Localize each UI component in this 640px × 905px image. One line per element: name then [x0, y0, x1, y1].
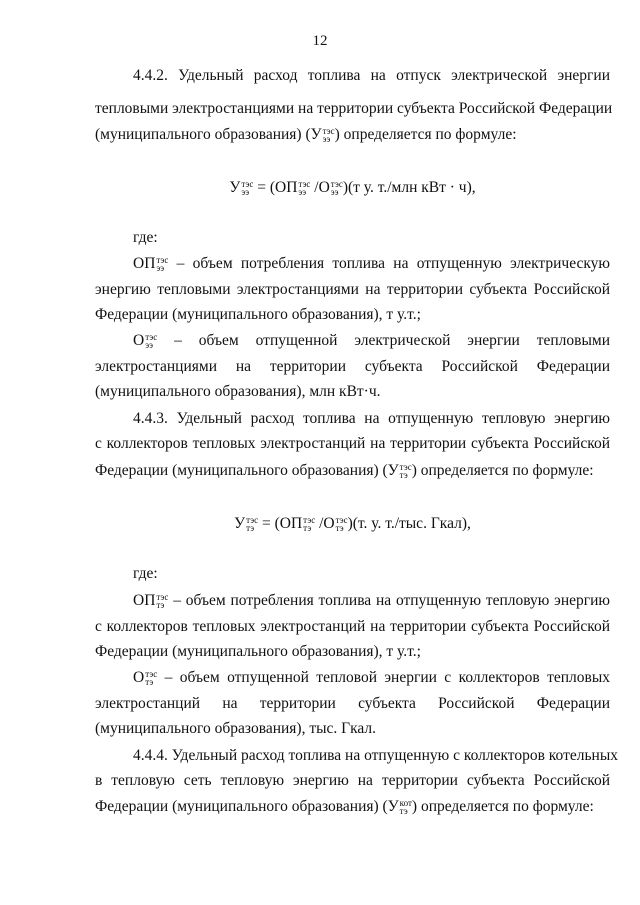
- subscript: тэ: [145, 677, 154, 688]
- subscript: тэ: [399, 470, 408, 481]
- paragraph-4-4-4-line-2: в тепловую сеть тепловую энергию на территории субъекта Российской: [95, 772, 610, 789]
- definition-2-line-3: (муниципального образования), млн кВт·ч.: [95, 383, 381, 400]
- superscript: тэс: [322, 126, 335, 137]
- script-stack: [303, 516, 315, 532]
- definition-1-line-2: энергию тепловыми электростанциями на территории субъекта Российской: [95, 281, 610, 298]
- script-stack: [400, 799, 412, 815]
- definition-2-line-2: электростанциями на территории субъекта Российской Федерации: [95, 358, 610, 375]
- superscript: тэс: [145, 332, 158, 343]
- superscript: тэс: [303, 515, 316, 526]
- text-fragment: Федерации (муниципального образования) (У: [95, 798, 399, 815]
- text-fragment: – объем отпущенной тепловой энергии с коллекторов тепловых: [157, 669, 610, 686]
- definition-2-line-1: [133, 331, 610, 351]
- paragraph-4-4-2-line-3: [95, 125, 610, 145]
- subscript: тэ: [246, 523, 255, 534]
- superscript: тэс: [241, 179, 254, 190]
- subscript: ээ: [330, 187, 339, 198]
- script-stack: [336, 516, 348, 532]
- subscript: тэ: [335, 523, 344, 534]
- script-stack: [145, 333, 157, 349]
- formula-part: У: [229, 179, 241, 196]
- script-stack: [145, 670, 157, 686]
- paragraph-4-4-2-line-1: 4.4.2. Удельный расход топлива на отпуск электрической энергии: [133, 67, 610, 84]
- paragraph-4-4-2-line-2: тепловыми электростанциями на территории субъекта Российской Федерации: [95, 100, 613, 117]
- formula-part: )(т. у. т./тыс. Гкал),: [347, 515, 471, 532]
- subscript: тэ: [303, 523, 312, 534]
- definition-4-line-2: электростанций на территории субъекта Российской Федерации: [95, 695, 610, 712]
- definition-4-line-3: (муниципального образования), тыс. Гкал.: [95, 720, 377, 737]
- subscript: ээ: [145, 340, 153, 351]
- text-fragment: ОП: [133, 255, 156, 272]
- subscript: тэ: [156, 600, 165, 611]
- text-fragment: – объем потребления топлива на отпущенную электрическую: [168, 255, 610, 272]
- script-stack: [246, 516, 258, 532]
- subscript: ээ: [241, 187, 250, 198]
- subscript: ээ: [322, 134, 331, 145]
- paragraph-4-4-3-line-1: 4.4.3. Удельный расход топлива на отпущенную тепловую энергию: [133, 410, 610, 427]
- superscript: тэс: [156, 255, 169, 266]
- superscript: тэс: [399, 462, 412, 473]
- definition-1-line-1: [133, 254, 610, 274]
- script-stack: [323, 127, 335, 143]
- formula-part: = (ОП: [253, 179, 298, 196]
- definition-1-line-3: Федерации (муниципального образования), т у.т.;: [95, 306, 421, 323]
- text-fragment: О: [133, 669, 145, 686]
- definition-3-line-2: с коллекторов тепловых электростанций на территории субъекта Российской: [95, 618, 610, 635]
- text-fragment: ) определяется по формуле:: [411, 798, 594, 815]
- page-number: 12: [312, 33, 328, 49]
- text-fragment: О: [133, 332, 145, 349]
- definition-3-line-3: Федерации (муниципального образования), т у.т.;: [95, 643, 421, 660]
- where-label-2: где:: [133, 565, 158, 582]
- text-fragment: ОП: [133, 592, 156, 609]
- formula-part: /О: [310, 179, 330, 196]
- text-fragment: ) определяется по формуле:: [411, 462, 594, 479]
- script-stack: [241, 180, 253, 196]
- script-stack: [156, 593, 168, 609]
- subscript: ээ: [298, 187, 307, 198]
- formula-2: [95, 514, 610, 534]
- text-fragment: – объем потребления топлива на отпущенную тепловую энергию: [168, 592, 610, 609]
- superscript: тэс: [156, 592, 169, 603]
- subscript: тэ: [399, 806, 408, 817]
- superscript: тэс: [298, 179, 311, 190]
- superscript: тэс: [335, 515, 348, 526]
- text-fragment: – объем отпущенной электрической энергии тепловыми: [157, 332, 610, 349]
- paragraph-4-4-3-line-2: с коллекторов тепловых электростанций на территории субъекта Российской: [95, 435, 610, 452]
- paragraph-4-4-3-line-3: [95, 461, 610, 481]
- definition-4-line-1: [133, 668, 610, 688]
- formula-1: [95, 178, 610, 198]
- superscript: тэс: [246, 515, 259, 526]
- script-stack: [400, 463, 412, 479]
- superscript: кот: [399, 798, 412, 809]
- formula-part: )(т у. т./млн кВт · ч),: [342, 179, 476, 196]
- where-label-1: где:: [133, 229, 158, 246]
- text-fragment: ) определяется по формуле:: [334, 126, 517, 143]
- script-stack: [298, 180, 310, 196]
- paragraph-4-4-4-line-3: [95, 797, 610, 817]
- formula-part: = (ОП: [258, 515, 303, 532]
- formula-part: У: [234, 515, 246, 532]
- paragraph-4-4-4-line-1: 4.4.4. Удельный расход топлива на отпущенную с коллекторов котельных: [133, 747, 619, 764]
- script-stack: [331, 180, 343, 196]
- superscript: тэс: [330, 179, 343, 190]
- definition-3-line-1: [133, 591, 610, 611]
- text-fragment: Федерации (муниципального образования) (У: [95, 462, 399, 479]
- text-fragment: (муниципального образования) (У: [95, 126, 322, 143]
- formula-part: /О: [315, 515, 335, 532]
- subscript: ээ: [156, 263, 165, 274]
- script-stack: [156, 256, 168, 272]
- superscript: тэс: [145, 669, 158, 680]
